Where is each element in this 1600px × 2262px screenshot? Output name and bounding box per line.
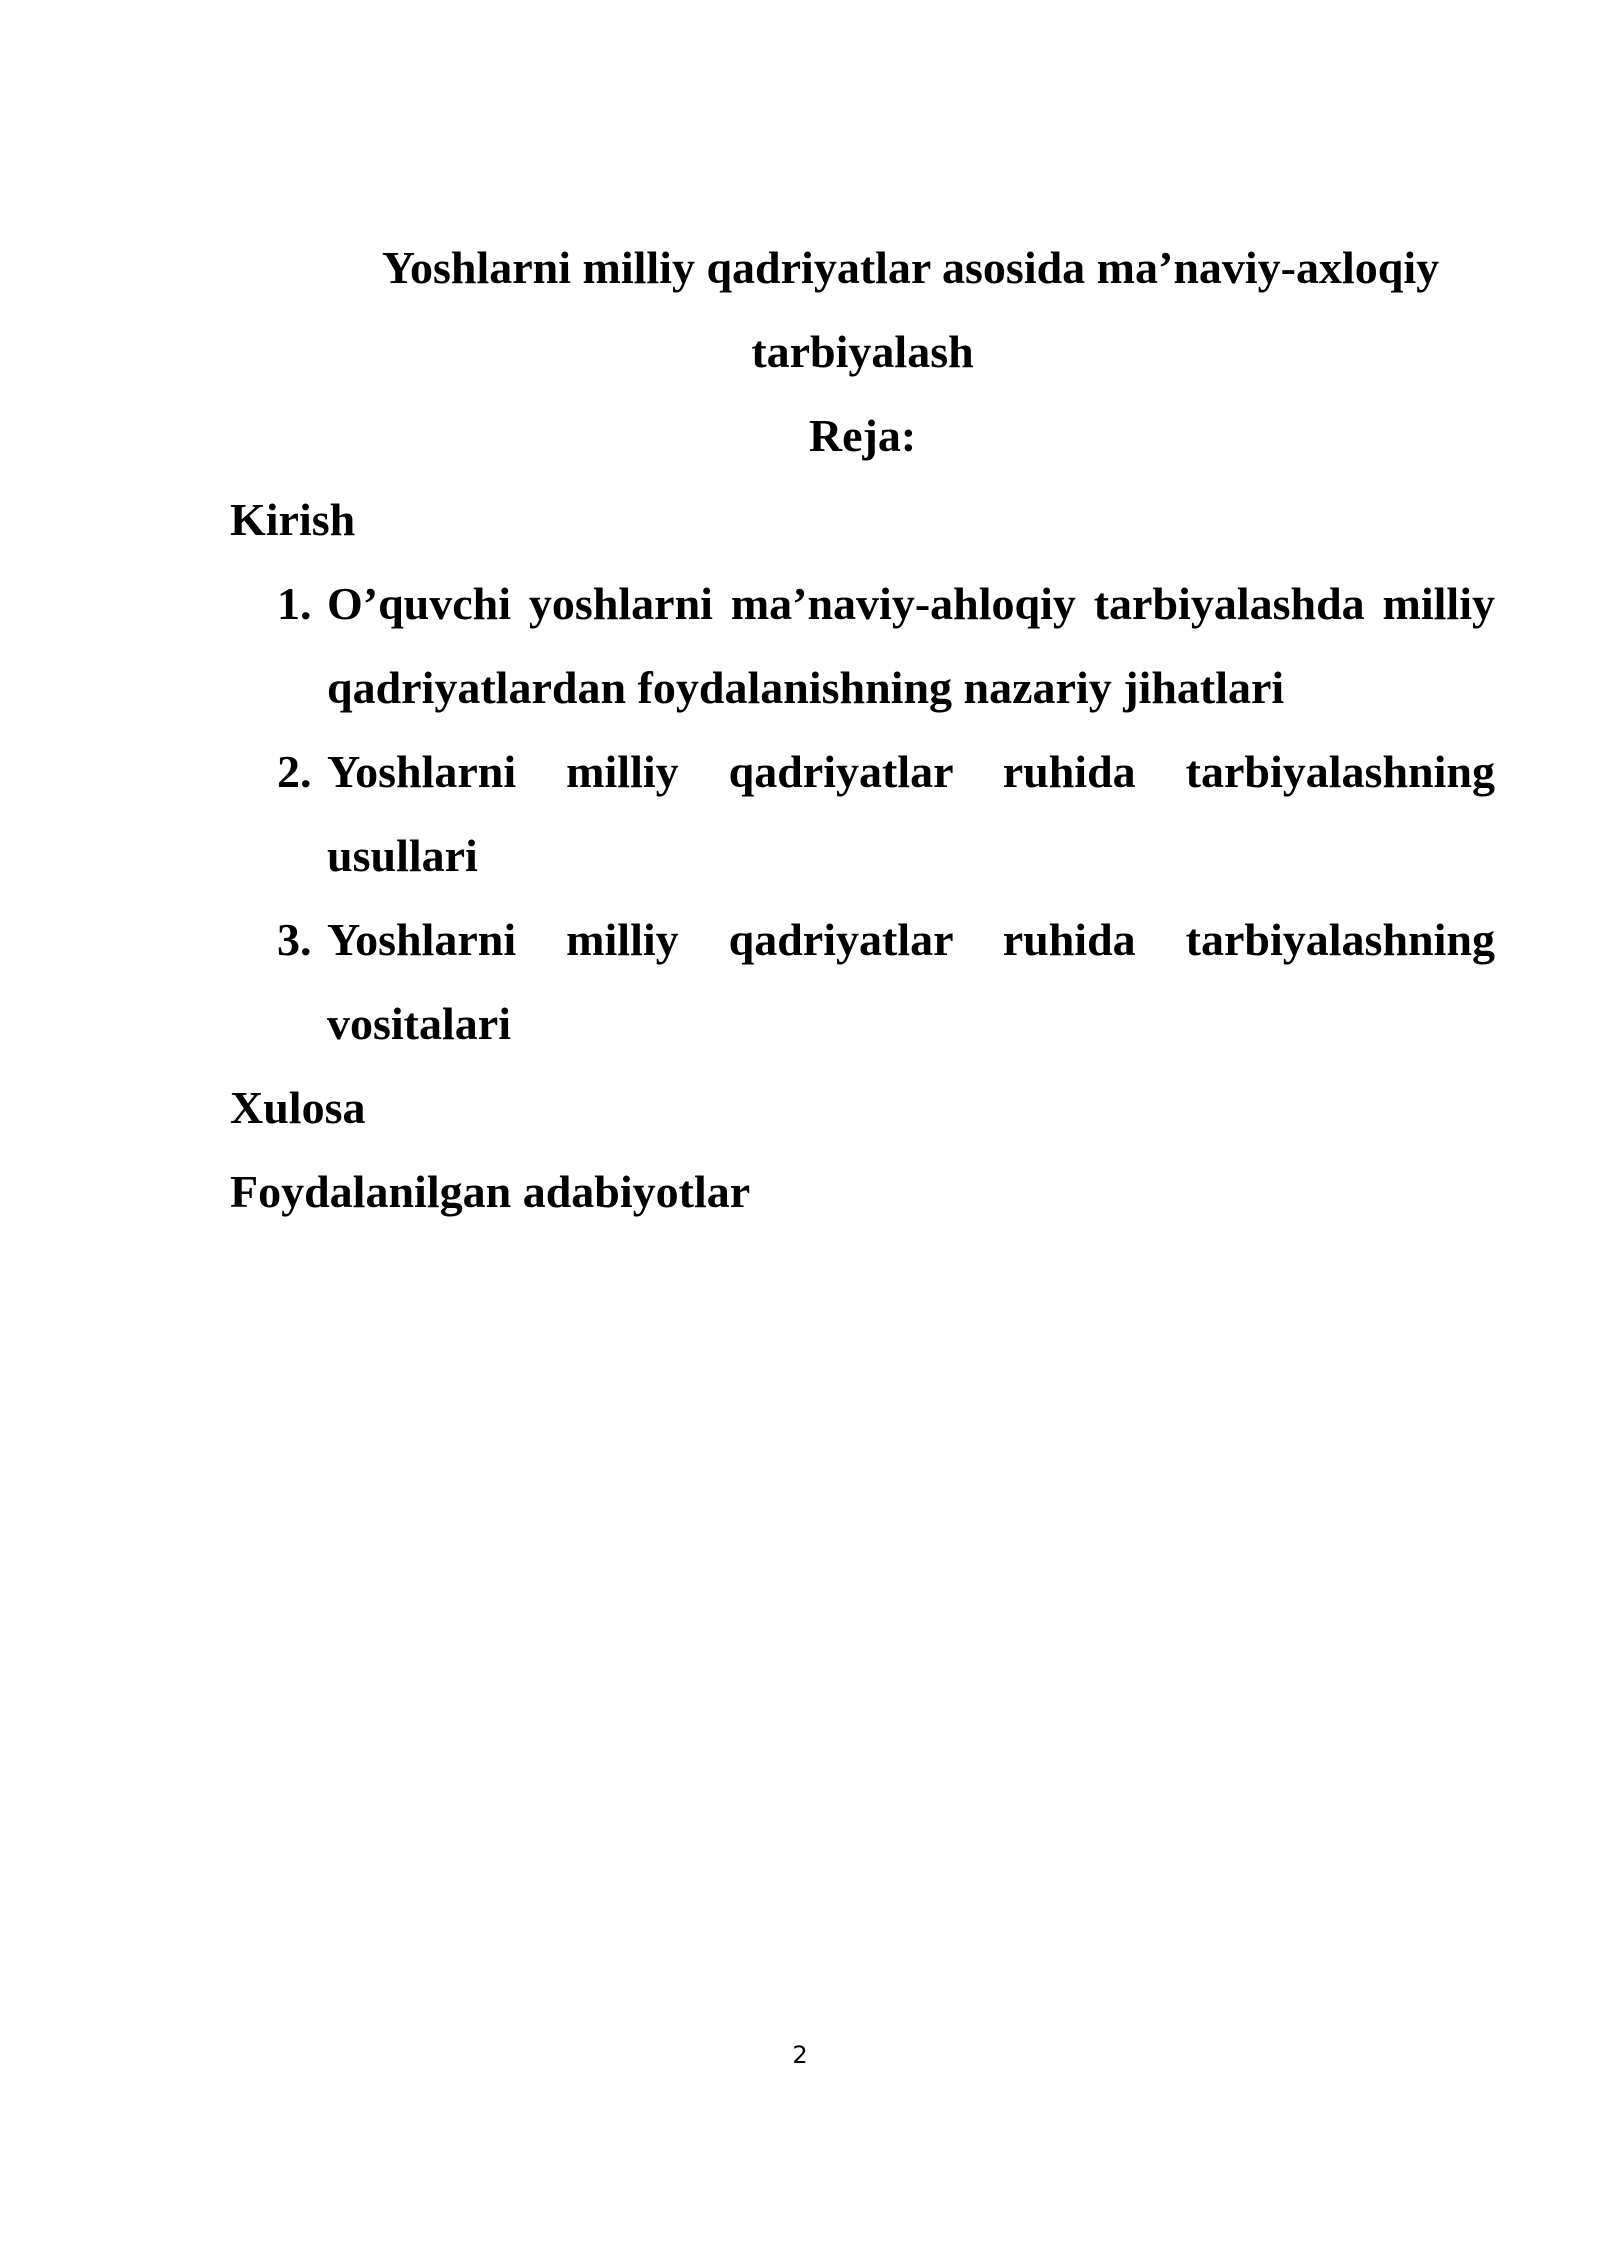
list-item-number: 3. xyxy=(277,914,312,965)
list-item xyxy=(230,730,1495,898)
document-title-line-1: Yoshlarni milliy qadriyatlar asosida ma’naviy-axloqiy xyxy=(381,242,1440,293)
list-item-text: O’quvchi yoshlarni ma’naviy-ahloqiy tarbiyalashda milliy qadriyatlardan foydalanishning nazariy jihatlari xyxy=(327,578,1495,713)
conclusion-entry: Xulosa xyxy=(230,1082,366,1133)
document-title-line-2: tarbiyalash xyxy=(751,326,974,377)
list-item-number: 2. xyxy=(277,746,312,797)
references-entry: Foydalanilgan adabiyotlar xyxy=(230,1166,751,1217)
list-item xyxy=(230,898,1495,1066)
plan-heading: Reja: xyxy=(808,410,917,461)
plan-list xyxy=(230,562,1495,1066)
list-item xyxy=(230,562,1495,730)
intro-entry: Kirish xyxy=(230,494,356,545)
page-number: 2 xyxy=(792,2041,808,2069)
list-item-text: Yoshlarni milliy qadriyatlar ruhida tarbiyalashning vositalari xyxy=(327,914,1495,1049)
list-item-number: 1. xyxy=(277,578,312,629)
list-item-text: Yoshlarni milliy qadriyatlar ruhida tarbiyalashning usullari xyxy=(327,746,1495,881)
